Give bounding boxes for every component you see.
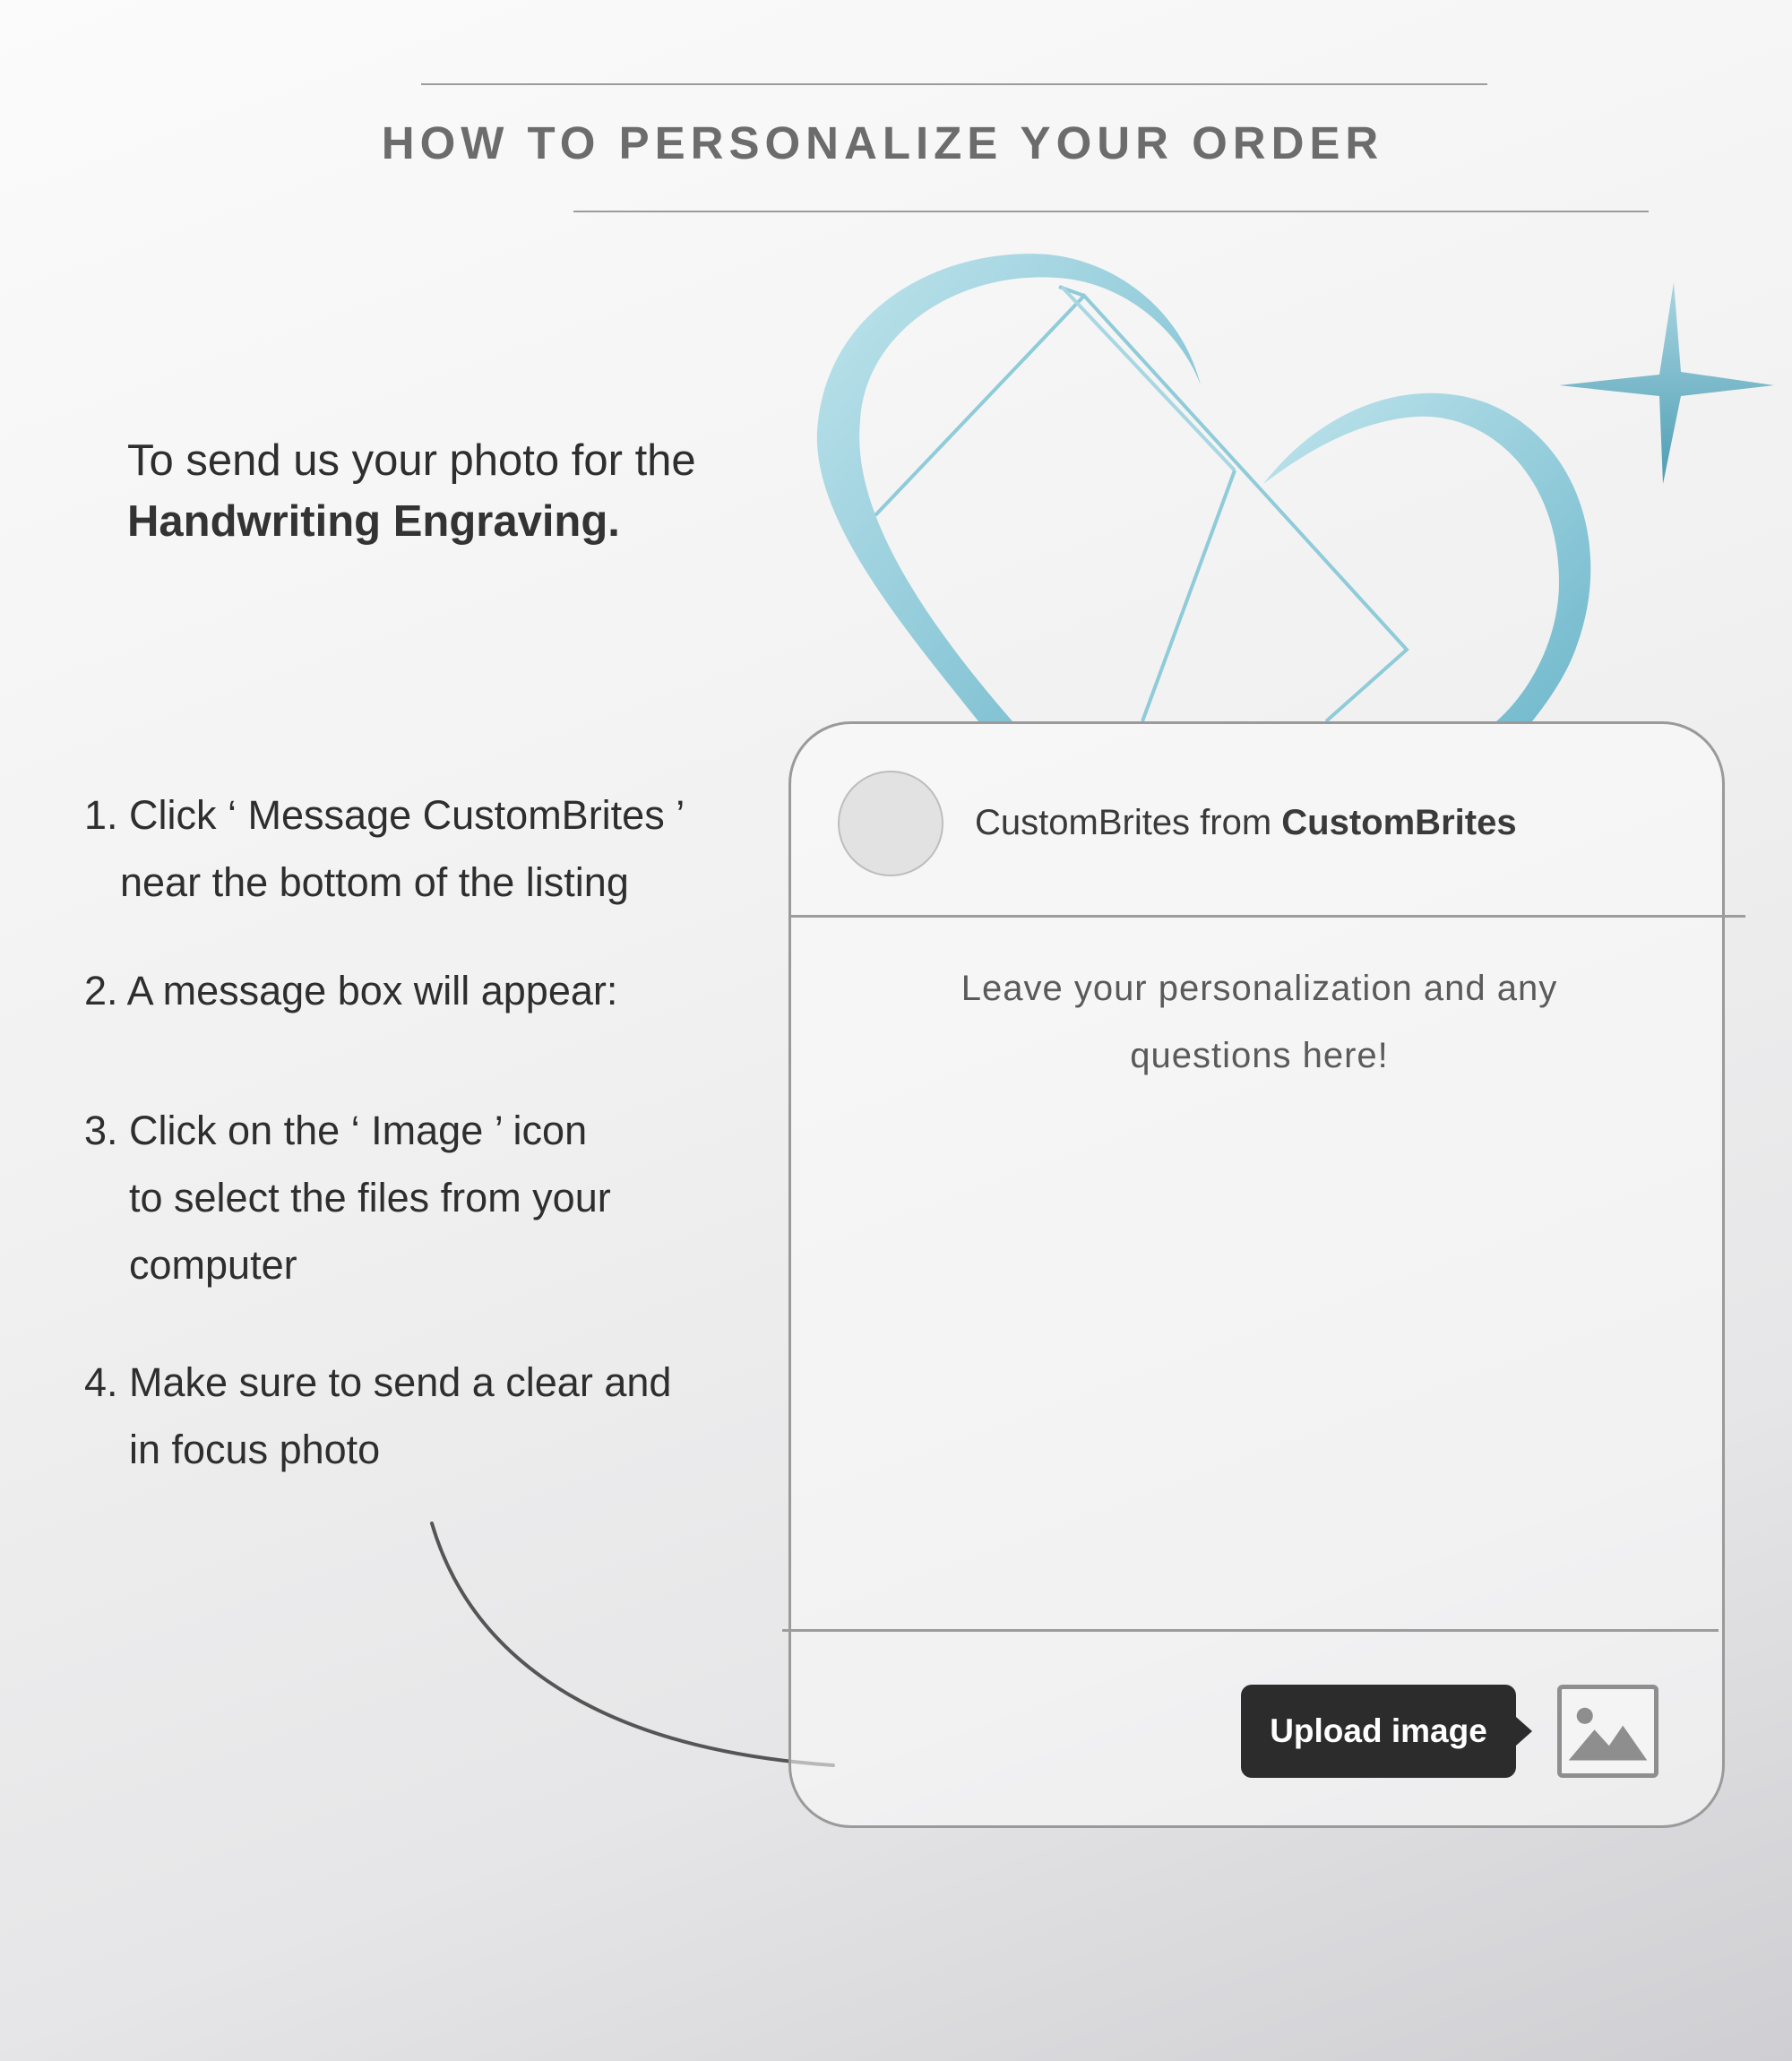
step-4-number: 4. xyxy=(84,1359,118,1405)
step-3 xyxy=(84,1097,611,1298)
step-4-continuation: in focus photo xyxy=(129,1427,381,1472)
step-4 xyxy=(84,1349,671,1483)
sender-line xyxy=(975,803,1517,843)
step-2-text: A message box will appear: xyxy=(126,968,618,1013)
message-placeholder-line-2: questions here! xyxy=(1130,1036,1389,1075)
image-upload-button[interactable] xyxy=(1557,1685,1658,1778)
step-1-text: Click ‘ Message CustomBrites ’ xyxy=(129,792,685,838)
upload-image-tooltip: Upload image xyxy=(1241,1685,1516,1778)
message-header xyxy=(791,724,1722,917)
title-rule-top xyxy=(421,83,1487,85)
step-2-number: 2. xyxy=(84,968,118,1013)
sender-prefix: CustomBrites from xyxy=(975,803,1282,842)
image-icon xyxy=(1562,1689,1654,1773)
intro-line-1: To send us your photo for the xyxy=(127,436,696,485)
step-2 xyxy=(84,957,617,1024)
heart-diamond-graphic xyxy=(788,242,1792,744)
message-input[interactable] xyxy=(827,955,1692,1090)
step-4-text: Make sure to send a clear and xyxy=(129,1359,672,1405)
step-1-number: 1. xyxy=(84,792,118,838)
step-3-number: 3. xyxy=(84,1108,118,1153)
message-box-mockup xyxy=(788,721,1725,1828)
page-title: HOW TO PERSONALIZE YOUR ORDER xyxy=(381,117,1384,168)
message-placeholder-line-1: Leave your personalization and any xyxy=(961,969,1558,1008)
intro-text xyxy=(127,430,696,552)
step-3-continuation: to select the files from your xyxy=(129,1175,611,1220)
footer-divider xyxy=(782,1629,1719,1632)
step-1-continuation: near the bottom of the listing xyxy=(120,859,629,905)
header-divider xyxy=(791,915,1745,918)
step-1 xyxy=(84,781,685,916)
step-3-continuation-2: computer xyxy=(129,1242,297,1288)
step-3-text: Click on the ‘ Image ’ icon xyxy=(129,1108,588,1153)
title-rule-bottom xyxy=(573,211,1649,212)
sender-shop-name: CustomBrites xyxy=(1281,803,1517,842)
avatar xyxy=(838,771,943,876)
intro-line-2: Handwriting Engraving. xyxy=(127,497,620,546)
